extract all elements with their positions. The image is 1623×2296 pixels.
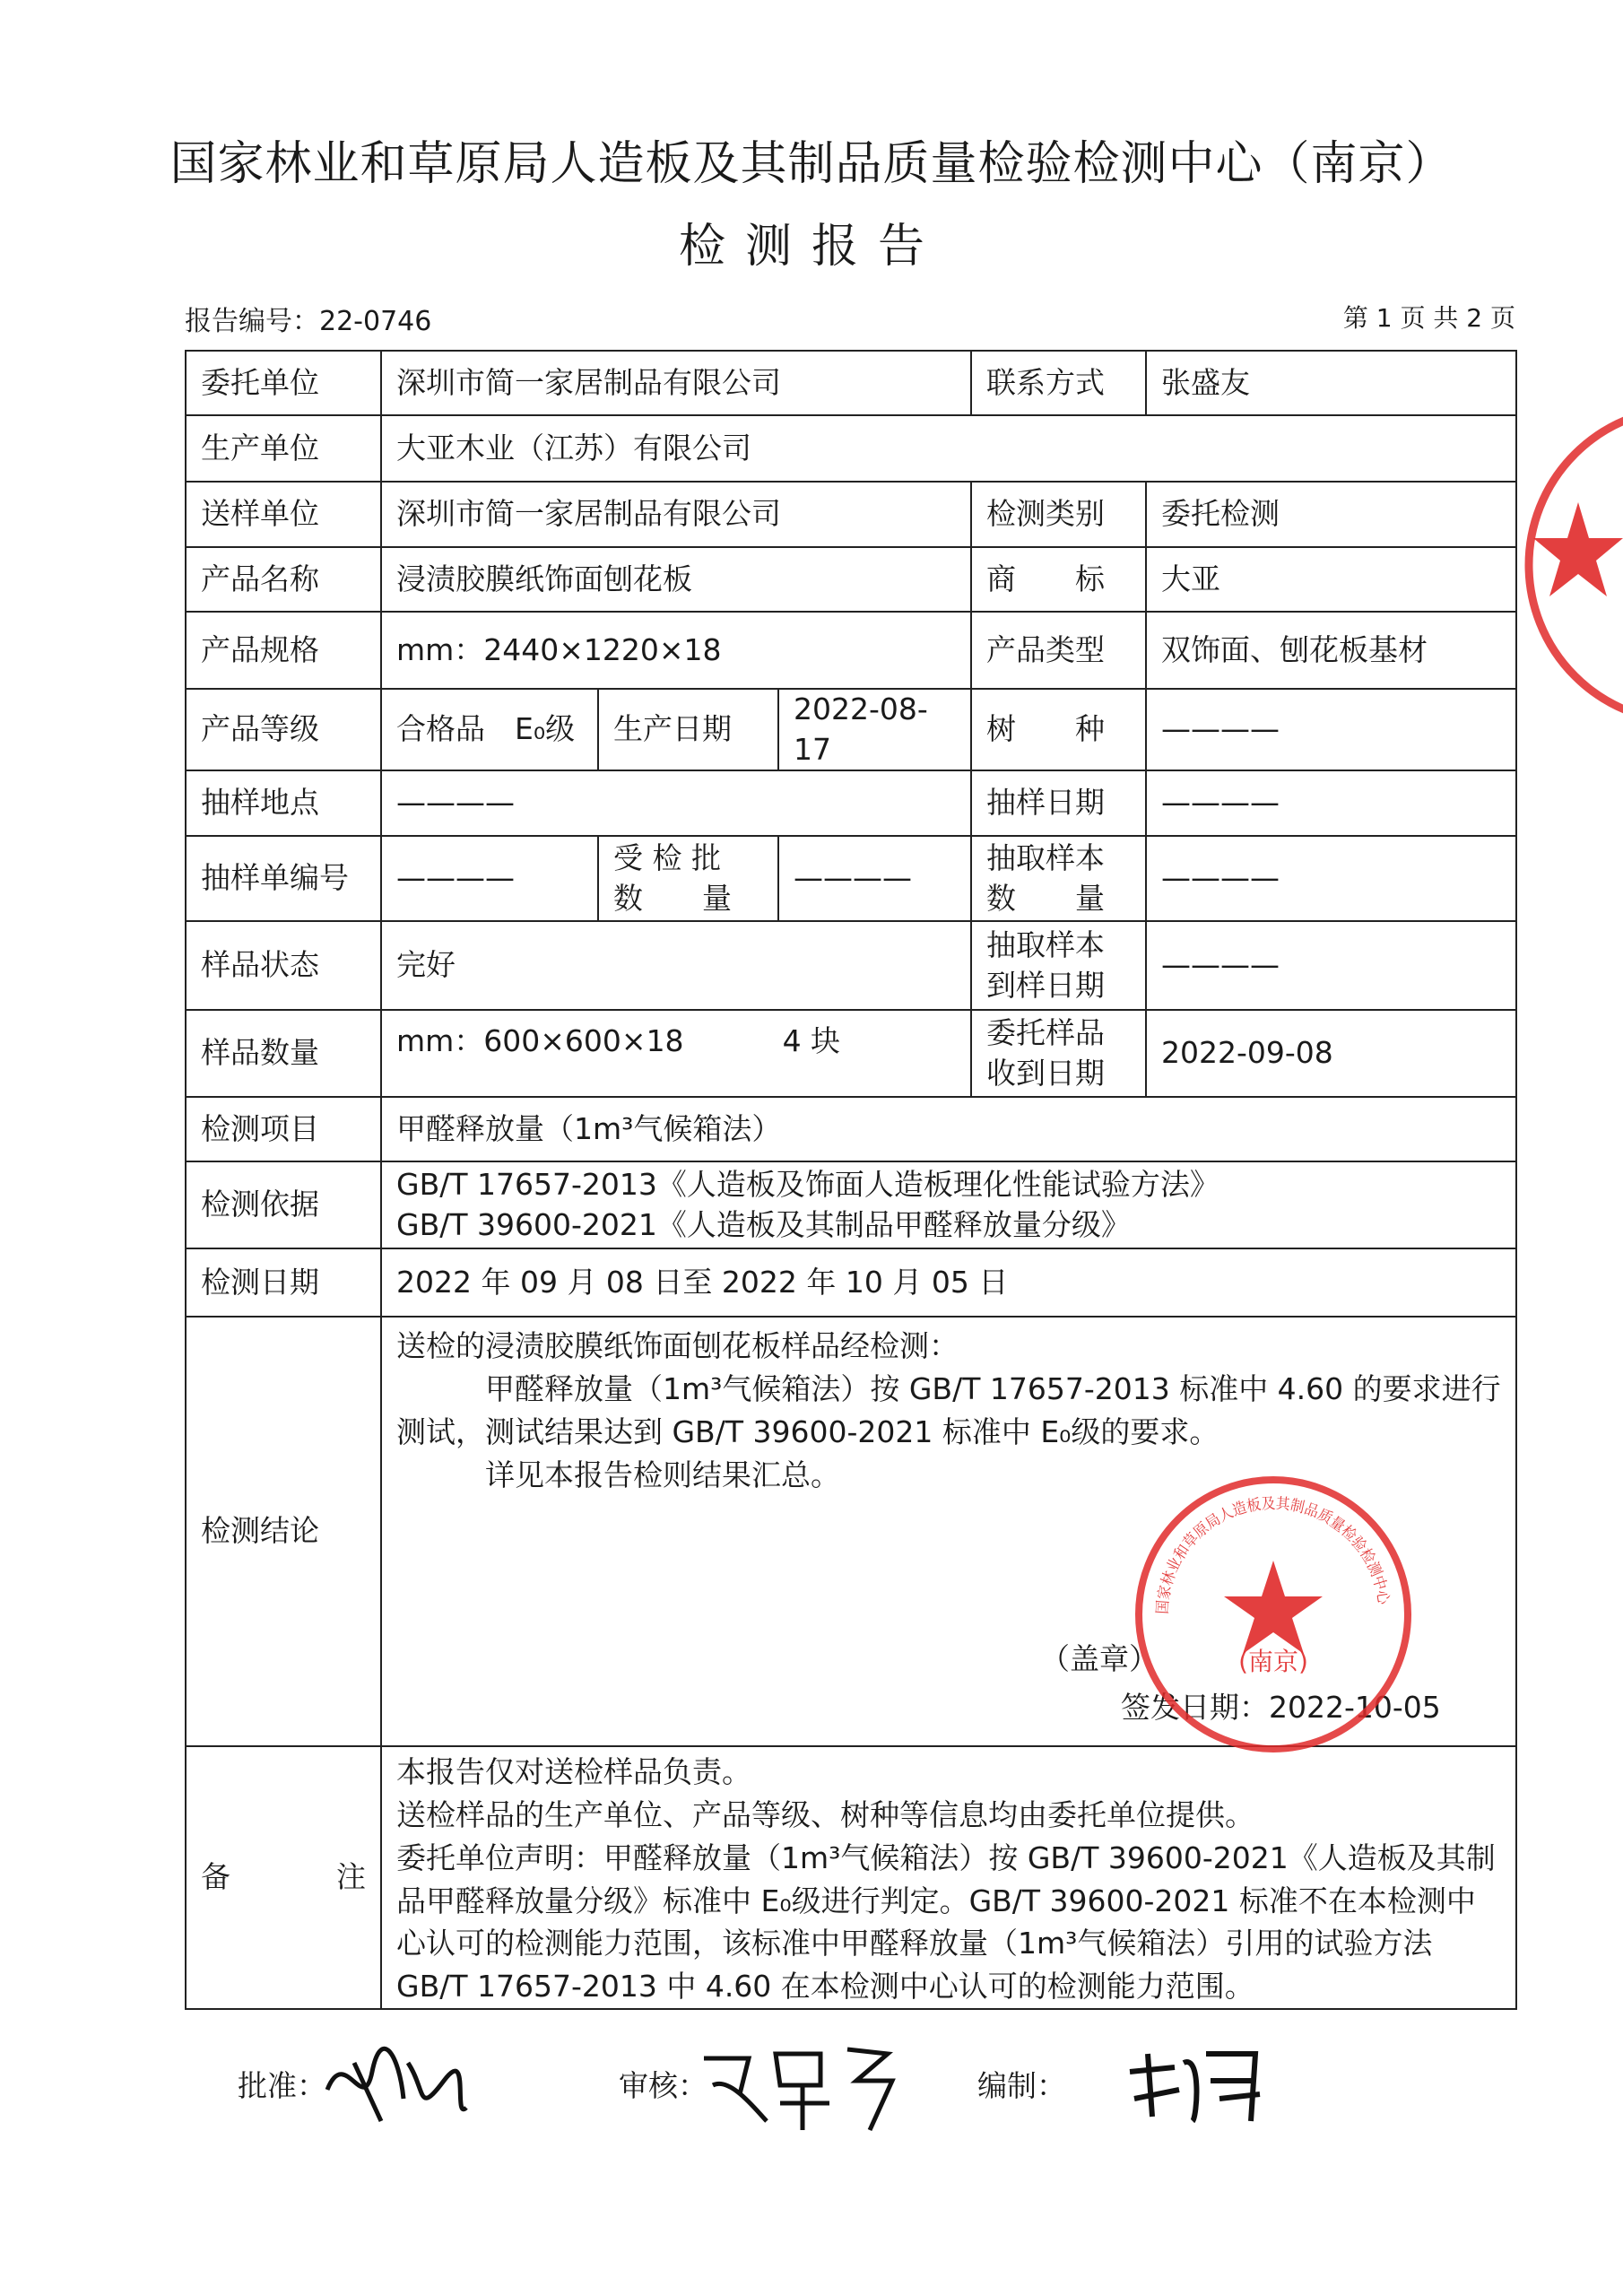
- remark-3: 委托单位声明：甲醛释放量（1m³气候箱法）按 GB/T 39600-2021《人造板及其制品甲醛释放量分级》标准中 E₀级进行判定。GB/T 39600-2021 标准不在本检测中心认可的检测能力范围，该标准中甲醛释放量（1m³气候箱法）引用的试验方法 GB/T 17657-2013 中 4.60 在本检测中心认可的检测能力范围。: [396, 1839, 1496, 2005]
- sample-count-label: 样品数量: [186, 1010, 381, 1097]
- sample-qty-label: [971, 836, 1146, 921]
- item-label: 检测项目: [186, 1097, 381, 1161]
- remark-1: 本报告仅对送检样品负责。: [396, 1754, 751, 1790]
- test-date-label: 检测日期: [186, 1248, 381, 1317]
- grade-value: 合格品 E₀级: [381, 689, 598, 770]
- document-subtitle: 检测报告: [678, 220, 944, 274]
- approve-label: 批准：: [238, 2068, 326, 2103]
- basis-value: [381, 1161, 1516, 1248]
- sample-arrival-label-line2: 到样日期: [986, 967, 1106, 1003]
- sample-arrival-label: [971, 921, 1146, 1010]
- sampling-date-value: ————: [1146, 770, 1516, 836]
- official-seal-stamp: [1130, 1471, 1417, 1758]
- sample-state-value: 完好: [381, 921, 971, 1010]
- basis-label: 检测依据: [186, 1161, 381, 1248]
- received-label-line1: 委托样品: [986, 1015, 1106, 1051]
- sampling-place-label: 抽样地点: [186, 770, 381, 836]
- received-label-line2: 收到日期: [986, 1055, 1106, 1091]
- producer-value: 大亚木业（江苏）有限公司: [381, 415, 1516, 482]
- sample-qty-label-line2: 数 量: [986, 880, 1106, 916]
- client-label: 委托单位: [186, 351, 381, 415]
- seal-ring-text: 国家林业和草原局人造板及其制品质量检验检测中心: [1153, 1494, 1393, 1615]
- remark-2: 送检样品的生产单位、产品等级、树种等信息均由委托单位提供。: [396, 1796, 1254, 1832]
- test-type-value: 委托检测: [1146, 482, 1516, 547]
- remarks-label-2: 注: [336, 1859, 366, 1895]
- sampling-no-value: ————: [381, 836, 598, 921]
- sample-size: mm：600×600×18: [396, 1023, 684, 1059]
- sample-qty-value: ————: [1146, 836, 1516, 921]
- test-type-label: 检测类别: [971, 482, 1146, 547]
- batch-qty-label: [598, 836, 778, 921]
- edge-seal-stamp: [1515, 386, 1623, 744]
- sample-count-value: [381, 1010, 971, 1097]
- sampling-place-value: ————: [381, 770, 971, 836]
- product-type-value: 双饰面、刨花板基材: [1146, 612, 1516, 689]
- page-info: 第 1 页 共 2 页: [1342, 303, 1515, 333]
- remarks-label-1: 备: [201, 1859, 230, 1895]
- sample-qty-label-line1: 抽取样本: [986, 840, 1106, 876]
- preparer-signature: [1121, 2036, 1273, 2135]
- species-value: ————: [1146, 689, 1516, 770]
- brand-value: 大亚: [1146, 547, 1516, 612]
- conclusion-line-1: 送检的浸渍胶膜纸饰面刨花板样品经检测：: [396, 1328, 959, 1364]
- issue-date: 签发日期：2022-10-05: [1121, 1690, 1441, 1725]
- sampling-no-label: 抽样单编号: [186, 836, 381, 921]
- seal-note: （盖章）: [1040, 1641, 1159, 1676]
- conclusion-line-2: 甲醛释放量（1m³气候箱法）按 GB/T 17657-2013 标准中 4.60 的要求进行测试，测试结果达到 GB/T 39600-2021 标准中 E₀级的要求。: [396, 1370, 1501, 1449]
- basis-standard-1: GB/T 17657-2013《人造板及饰面人造板理化性能试验方法》: [396, 1167, 1219, 1203]
- contact-label: 联系方式: [971, 351, 1146, 415]
- approver-signature: [318, 2036, 471, 2135]
- sender-label: 送样单位: [186, 482, 381, 547]
- document-title: 国家林业和草原局人造板及其制品质量检验检测中心（南京）: [169, 137, 1454, 191]
- batch-qty-label-line1: 受 检 批: [613, 840, 721, 876]
- contact-value: 张盛友: [1146, 351, 1516, 415]
- client-value: 深圳市简一家居制品有限公司: [381, 351, 971, 415]
- product-name-label: 产品名称: [186, 547, 381, 612]
- report-number: 报告编号：22-0746: [185, 306, 432, 337]
- received-label: [971, 1010, 1146, 1097]
- batch-qty-value: ————: [778, 836, 971, 921]
- prod-date-value: 2022-08-17: [778, 689, 971, 770]
- product-type-label: 产品类型: [971, 612, 1146, 689]
- remarks-label: [186, 1746, 381, 2009]
- sample-arrival-value: ————: [1146, 921, 1516, 1010]
- grade-label: 产品等级: [186, 689, 381, 770]
- sample-state-label: 样品状态: [186, 921, 381, 1010]
- sampling-date-label: 抽样日期: [971, 770, 1146, 836]
- conclusion-label: 检测结论: [186, 1317, 381, 1746]
- producer-label: 生产单位: [186, 415, 381, 482]
- basis-standard-2: GB/T 39600-2021《人造板及其制品甲醛释放量分级》: [396, 1206, 1131, 1242]
- prepare-label: 编制：: [977, 2068, 1066, 2103]
- report-table: [185, 350, 1517, 2010]
- batch-qty-label-line2: 数 量: [613, 880, 732, 916]
- species-label: 树 种: [971, 689, 1146, 770]
- reviewer-signature: [695, 2031, 901, 2139]
- sample-pieces: 4 块: [782, 1023, 841, 1059]
- prod-date-label: 生产日期: [598, 689, 778, 770]
- seal-city-text: (南京): [1238, 1647, 1308, 1676]
- received-date-value: 2022-09-08: [1146, 1010, 1516, 1097]
- sender-value: 深圳市简一家居制品有限公司: [381, 482, 971, 547]
- review-label: 审核：: [619, 2068, 707, 2103]
- conclusion-line-3: 详见本报告检则结果汇总。: [485, 1457, 840, 1492]
- sample-arrival-label-line1: 抽取样本: [986, 927, 1106, 963]
- brand-label: 商 标: [971, 547, 1146, 612]
- remarks-value: [381, 1746, 1516, 2009]
- product-name-value: 浸渍胶膜纸饰面刨花板: [381, 547, 971, 612]
- spec-value: mm：2440×1220×18: [381, 612, 971, 689]
- test-date-value: 2022 年 09 月 08 日至 2022 年 10 月 05 日: [381, 1248, 1516, 1317]
- item-value: 甲醛释放量（1m³气候箱法）: [381, 1097, 1516, 1161]
- spec-label: 产品规格: [186, 612, 381, 689]
